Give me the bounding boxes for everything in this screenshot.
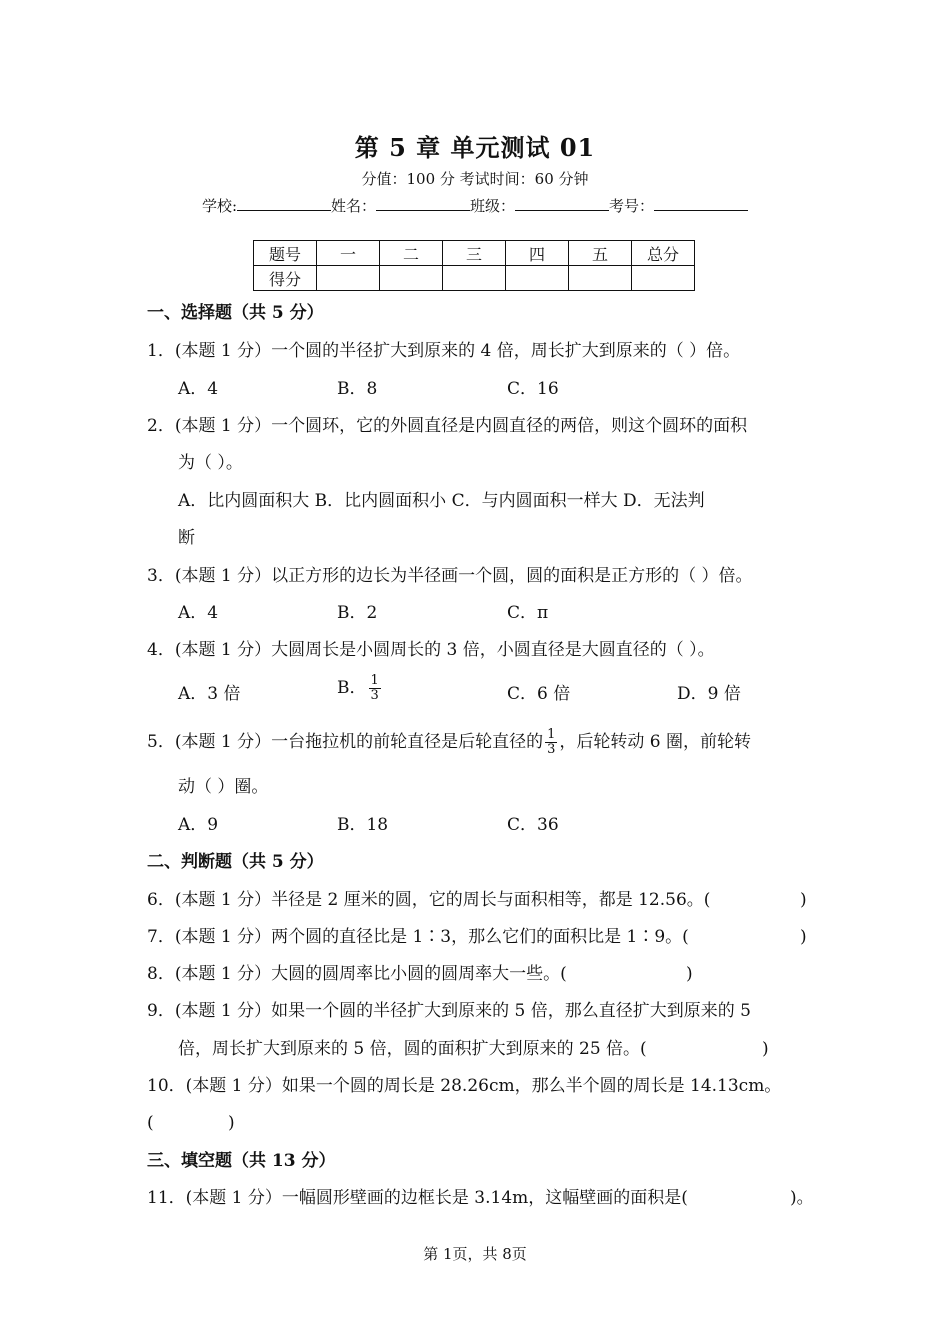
score-table-header-row [254,241,695,266]
section-heading-judge: 二、判断题（共 5 分） [147,852,324,872]
q4-option-d[interactable]: D．9 倍 [677,684,741,704]
fraction-numerator: 1 [370,673,379,688]
q2-options-wrap: 断 [178,528,195,548]
q5-option-c[interactable]: C．36 [507,815,559,835]
q4-option-b[interactable] [337,674,383,703]
score-table [253,240,695,291]
q4-option-b-label: B． [337,678,367,698]
exam-meta: 分值：100 分 考试时间：60 分钟 [361,170,589,188]
question-2-line1: 2．(本题 1 分）一个圆环，它的外圆直径是内圆直径的两倍，则这个圆环的面积 [147,416,748,436]
student-info-line [0,195,950,216]
q5-option-b[interactable]: B．18 [337,815,389,835]
score-cell[interactable] [632,266,695,291]
class-label: 班级： [470,197,516,215]
q9-answer-close: ) [762,1039,769,1059]
score-cell[interactable] [317,266,380,291]
q2-options[interactable]: A．比内圆面积大 B．比内圆面积小 C．与内圆面积一样大 D．无法判 [178,491,705,511]
page-footer: 第 1页，共 8页 [423,1245,527,1263]
id-label: 考号： [609,197,655,215]
q5-option-a[interactable]: A．9 [178,815,219,835]
q1-option-b[interactable]: B．8 [337,379,378,399]
q1-option-a[interactable]: A．4 [178,379,219,399]
question-5-line2: 动（ ）圈。 [178,777,269,797]
name-label: 姓名： [331,197,377,215]
fraction-denominator: 3 [547,742,556,757]
question-7: 7．(本题 1 分）两个圆的直径比是 1∶3，那么它们的面积比是 1∶9。( [147,927,689,947]
q10-answer-close: ) [228,1113,235,1133]
score-header-cell: 四 [506,241,569,266]
q5-text-post: ，后轮转动 6 圈，前轮转 [559,732,751,752]
score-table-score-row [254,266,695,291]
score-cell[interactable] [506,266,569,291]
score-header-cell: 二 [380,241,443,266]
fraction-numerator: 1 [547,727,556,742]
q3-option-b[interactable]: B．2 [337,603,378,623]
score-cell[interactable] [443,266,506,291]
id-blank[interactable] [654,196,748,211]
fraction-one-third [369,674,381,703]
question-2-line2: 为（ ）。 [178,453,243,473]
q5-text-pre: 5．(本题 1 分）一台拖拉机的前轮直径是后轮直径的 [147,732,544,752]
q1-option-c[interactable]: C．16 [507,379,559,399]
question-5-line1 [147,728,751,757]
q3-option-c[interactable]: C．π [507,603,549,623]
question-9-line2: 倍，周长扩大到原来的 5 倍，圆的面积扩大到原来的 25 倍。( [178,1039,647,1059]
name-blank[interactable] [376,196,470,211]
fraction-one-third [545,728,557,757]
score-header-cell: 一 [317,241,380,266]
school-blank[interactable] [237,196,331,211]
school-label: 学校: [201,197,237,215]
page-title: 第 5 章 单元测试 01 [354,133,596,162]
class-blank[interactable] [515,196,609,211]
q4-option-c[interactable]: C．6 倍 [507,684,571,704]
question-3: 3．(本题 1 分）以正方形的边长为半径画一个圆，圆的面积是正方形的（ ）倍。 [147,566,753,586]
question-1: 1．(本题 1 分）一个圆的半径扩大到原来的 4 倍，周长扩大到原来的（ ）倍。 [147,341,741,361]
score-header-cell: 五 [569,241,632,266]
section-heading-fill: 三、填空题（共 13 分） [147,1151,336,1171]
score-header-cell: 题号 [254,241,317,266]
section-heading-choice: 一、选择题（共 5 分） [147,303,324,323]
q8-answer-close: ) [686,964,693,984]
q11-answer-close: )。 [790,1188,814,1208]
question-10-line1: 10．(本题 1 分）如果一个圆的周长是 28.26cm，那么半个圆的周长是 14.13cm。 [147,1076,782,1096]
q7-answer-close: ) [800,927,807,947]
question-4: 4．(本题 1 分）大圆周长是小圆周长的 3 倍，小圆直径是大圆直径的（ ）。 [147,640,715,660]
q6-answer-close: ) [800,890,807,910]
score-row-label: 得分 [254,266,317,291]
question-6: 6．(本题 1 分）半径是 2 厘米的圆，它的周长与面积相等，都是 12.56。( [147,890,711,910]
q10-answer-open: ( [147,1113,154,1133]
question-9-line1: 9．(本题 1 分）如果一个圆的半径扩大到原来的 5 倍，那么直径扩大到原来的 5 [147,1001,751,1021]
score-header-cell: 三 [443,241,506,266]
question-8: 8．(本题 1 分）大圆的圆周率比小圆的圆周率大一些。( [147,964,567,984]
q4-option-a[interactable]: A．3 倍 [178,684,241,704]
score-cell[interactable] [380,266,443,291]
q3-option-a[interactable]: A．4 [178,603,219,623]
question-11: 11．(本题 1 分）一幅圆形壁画的边框长是 3.14m，这幅壁画的面积是( [147,1188,688,1208]
score-cell[interactable] [569,266,632,291]
fraction-denominator: 3 [370,688,379,703]
score-header-cell: 总分 [632,241,695,266]
